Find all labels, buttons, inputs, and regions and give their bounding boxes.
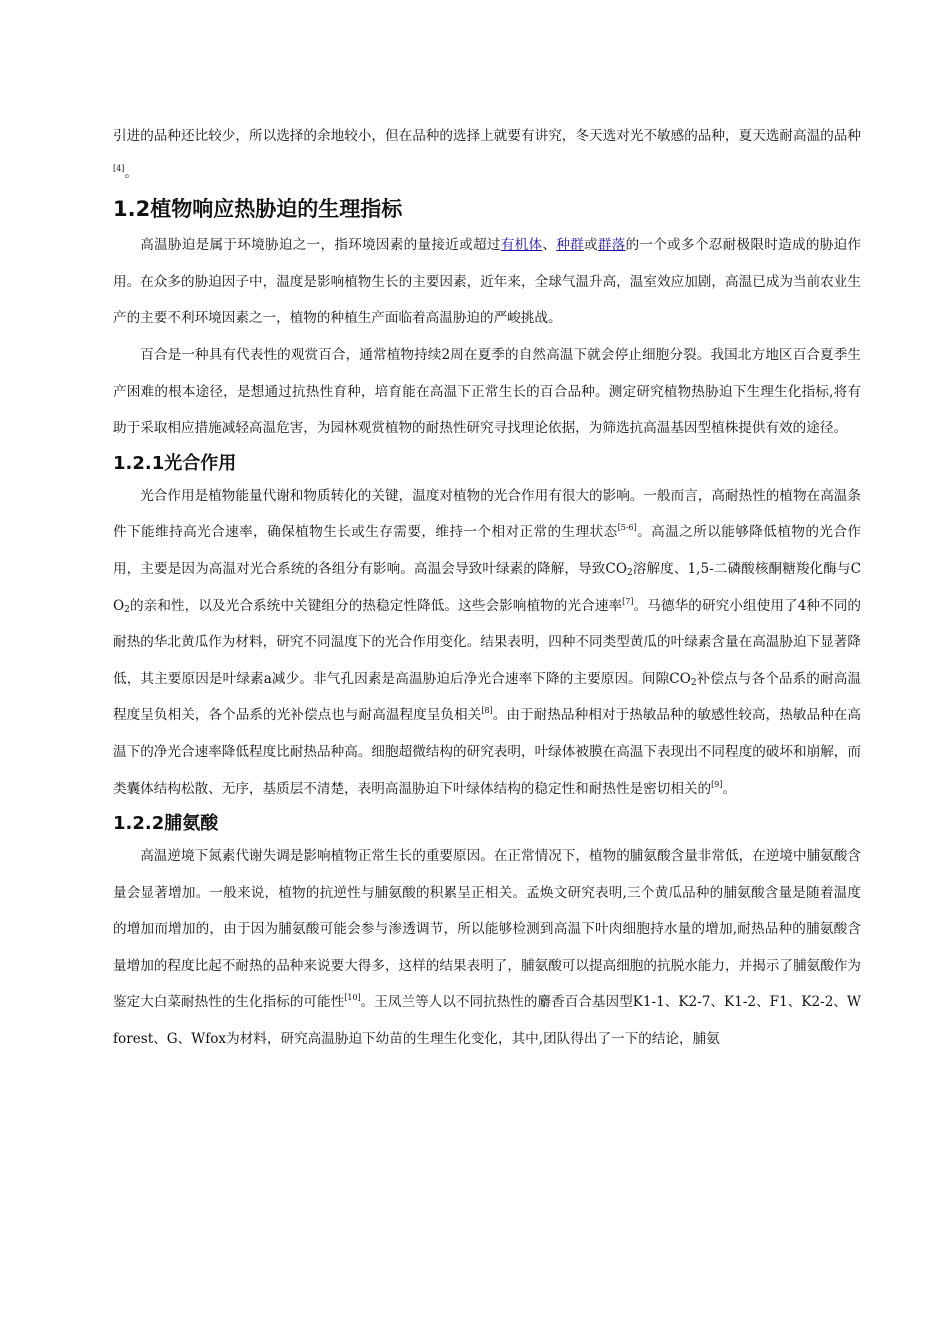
citation-ref[interactable]: [8] — [481, 706, 493, 716]
link-population[interactable]: 种群 — [556, 237, 584, 254]
text-run: 。高温之所以能够降低植物的光合作用，主要是因为高温对光合系统的各组分有影响。高温会导致叶绿素的降解，导致CO — [113, 524, 862, 577]
paragraph-photosynthesis — [113, 478, 861, 807]
citation-ref[interactable]: [10] — [344, 993, 361, 1003]
paragraph-heat-stress — [113, 227, 861, 337]
citation-ref[interactable]: [7] — [622, 596, 634, 606]
citation-ref[interactable]: [5-6] — [617, 523, 637, 533]
section-heading-1-2: 1.2植物响应热胁迫的生理指标 — [113, 197, 403, 222]
citation-ref[interactable]: [9] — [711, 779, 723, 789]
subsection-heading-photosynthesis: 1.2.1光合作用 — [113, 452, 237, 474]
citation-ref[interactable]: [4] — [113, 163, 125, 173]
text-run: 。由于耐热品种相对于热敏品种的敏感性较高，热敏品种在高温下的净光合速率降低程度比耐热品种高。细胞超微结构的研究表明，叶绿体被膜在高温下表现出不同程度的破坏和崩解，而类囊体结构松散、无序，基质层不清楚，表明高温胁迫下叶绿体结构的稳定性和耐热性是密切相关的 — [113, 707, 861, 797]
text-run: 的一个或多个忍耐极限时造成的胁迫作用。在众多的胁迫因子中，温度是影响植物生长的主要因素，近年来，全球气温升高，温室效应加剧，高温已成为当前农业生产的主要不利环境因素之一，植物的种植生产面临着高温胁迫的严峻挑战。 — [113, 237, 862, 327]
link-organism[interactable]: 有机体 — [500, 237, 543, 254]
text-run: 溶解度、1,5-二磷酸核酮糖羧化酶与CO — [113, 560, 861, 614]
text-run: 光合作用是植物能量代谢和物质转化的关键，温度对植物的光合作用有很大的影响。一般而言，高耐热性的植物在高温条件下能维持高光合速率，确保植物生长或生存需要，维持一个相对正常的生理状态 — [113, 487, 861, 541]
text-run: 的亲和性，以及光合系统中关键组分的热稳定性降低。这些会影响植物的光合速率 — [129, 597, 623, 614]
paragraph-proline — [113, 838, 861, 1058]
subscript: 2 — [690, 677, 697, 688]
link-community[interactable]: 群落 — [597, 237, 626, 254]
text-run: 。 — [722, 780, 737, 797]
text-run: 补偿点与各个品系的耐高温程度呈负相关，各个品系的光补偿点也与耐高温程度呈负相关 — [113, 670, 862, 724]
paragraph-lily: 百合是一种具有代表性的观赏百合，通常植物持续2周在夏季的自然高温下就会停止细胞分裂。我国北方地区百合夏季生产困难的根本途径，是想通过抗热性育种，培育能在高温下正常生长的百合品种。测定研究植物热胁迫下生理生化指标,将有助于采取相应措施减轻高温危害，为园林观赏植物的耐热性研究寻找理论依据，为筛选抗高温基因型植株提供有效的途径。 — [113, 346, 861, 437]
text-run: 。 — [124, 164, 138, 181]
subscript: 2 — [626, 567, 633, 578]
subsection-heading-proline: 1.2.2脯氨酸 — [113, 813, 219, 835]
document-page — [113, 118, 861, 1058]
text-run: 、 — [542, 237, 557, 254]
paragraph-continuation — [113, 118, 861, 191]
text-run: 高温胁迫是属于环境胁迫之一，指环境因素的量接近或超过 — [140, 237, 501, 254]
text-run: 。王凤兰等人以不同抗热性的麝香百合基因型K1-1、K2-7、K1-2、F1、K2-2、Wforest、G、Wfox为材料，研究高温胁迫下幼苗的生理生化变化，其中,团队得出了一下的结论，脯氨 — [113, 994, 861, 1048]
text-run: 。马德华的研究小组使用了4种不同的耐热的华北黄瓜作为材料，研究不同温度下的光合作用变化。结果表明，四种不同类型黄瓜的叶绿素含量在高温胁迫下显著降低，其主要原因是叶绿素a减少。非气孔因素是高温胁迫后净光合速率下降的主要原因。间隙CO — [113, 597, 861, 687]
text-run: 高温逆境下氮素代谢失调是影响植物正常生长的重要原因。在正常情况下，植物的脯氨酸含量非常低，在逆境中脯氨酸含量会显著增加。一般来说，植物的抗逆性与脯氨酸的积累呈正相关。孟焕文研究表明,三个黄瓜品种的脯氨酸含量是随着温度的增加而增加的，由于因为脯氨酸可能会参与渗透调节，所以能够检测到高温下叶肉细胞持水量的增加,耐热品种的脯氨酸含量增加的程度比起不耐热的品种来说要大得多，这样的结果表明了，脯氨酸可以提高细胞的抗脱水能力，并揭示了脯氨酸作为鉴定大白菜耐热性的生化指标的可能性 — [113, 848, 861, 1011]
subscript: 2 — [124, 604, 130, 615]
text-run: 或 — [583, 237, 598, 254]
text-run: 引进的品种还比较少，所以选择的余地较小，但在品种的选择上就要有讲究，冬天选对光不敏感的品种，夏天选耐高温的品种 — [113, 128, 861, 144]
